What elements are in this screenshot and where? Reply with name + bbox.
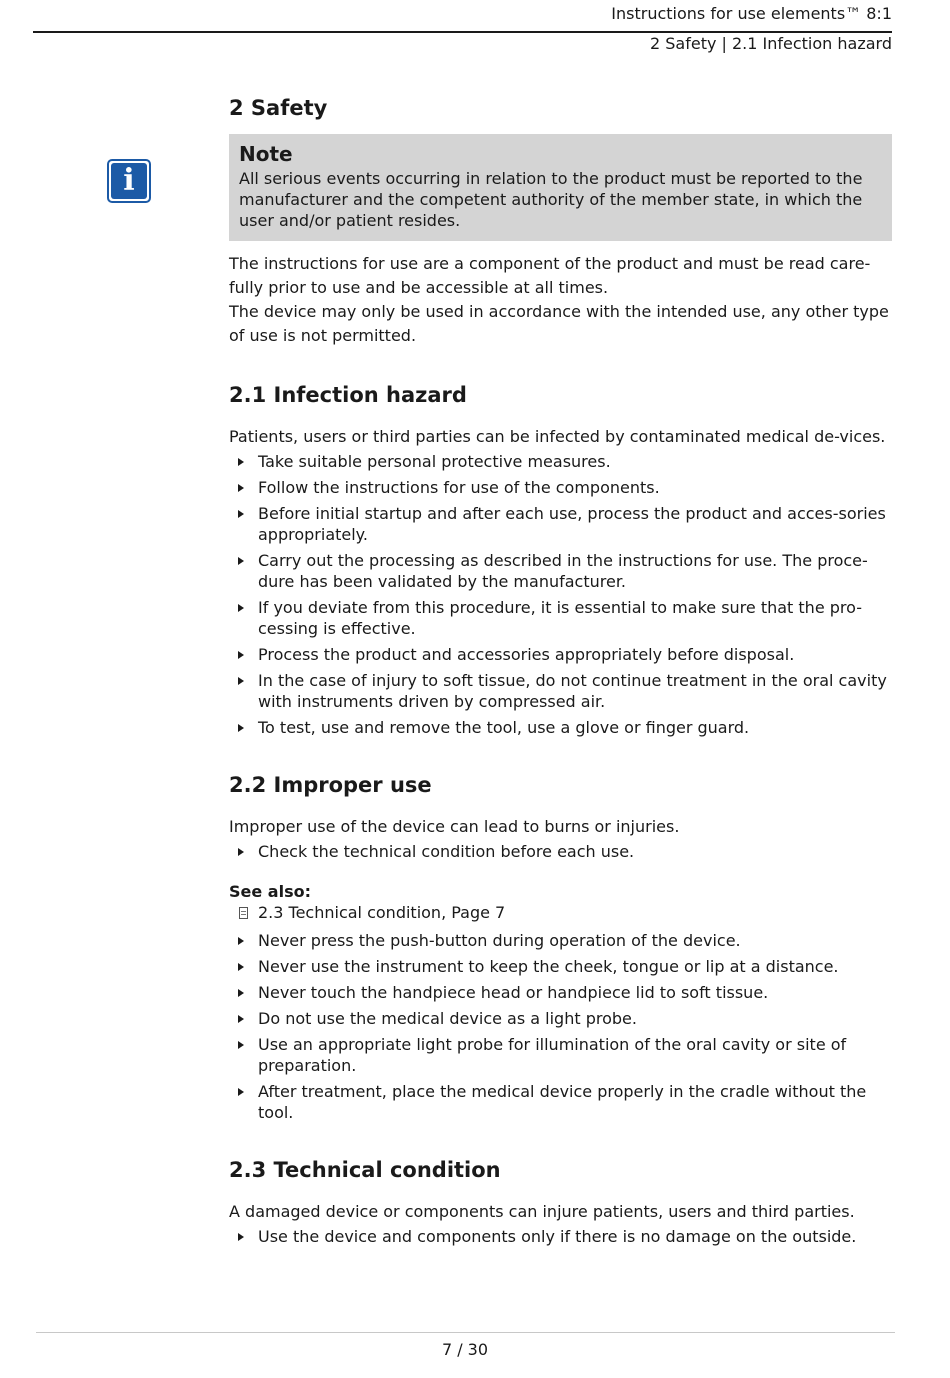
- list-item-text: Do not use the medical device as a light probe.: [258, 1009, 637, 1028]
- bullet-arrow-icon: [238, 724, 244, 732]
- bullet-arrow-icon: [238, 963, 244, 971]
- paragraph: The device may only be used in accordance with the intended use, any other type of use is not permitted.: [229, 302, 889, 345]
- list-item-text: If you deviate from this procedure, it is essential to make sure that the pro-cessing is effective.: [258, 598, 862, 638]
- paragraph: The instructions for use are a component of the product and must be read care-fully prior to use and be accessible at all times.: [229, 254, 871, 297]
- footer-divider: [36, 1332, 895, 1333]
- list-item-text: Use the device and components only if there is no damage on the outside.: [258, 1227, 857, 1246]
- info-icon-glyph: i: [111, 163, 147, 199]
- header-divider: [33, 31, 892, 33]
- bullet-list: [229, 930, 892, 1123]
- section-infection-hazard: [229, 381, 892, 738]
- section-heading-improper-use: 2.2 Improper use: [229, 773, 432, 797]
- list-item-text: After treatment, place the medical device properly in the cradle without the tool.: [258, 1082, 867, 1122]
- cross-reference-link[interactable]: [229, 902, 892, 924]
- section-technical-condition: [229, 1156, 892, 1247]
- document-icon: [239, 907, 248, 919]
- note-box: [229, 134, 892, 241]
- cross-reference-text[interactable]: 2.3 Technical condition, Page 7: [258, 903, 506, 922]
- section-heading-technical-condition: 2.3 Technical condition: [229, 1158, 501, 1182]
- paragraph: Patients, users or third parties can be infected by contaminated medical de-vices.: [229, 427, 886, 446]
- list-item-text: Process the product and accessories appropriately before disposal.: [258, 645, 795, 664]
- list-item-text: Take suitable personal protective measures.: [258, 452, 611, 471]
- bullet-arrow-icon: [238, 604, 244, 612]
- paragraph: Improper use of the device can lead to burns or injuries.: [229, 817, 680, 836]
- list-item: [229, 670, 892, 712]
- bullet-list: [229, 841, 892, 862]
- bullet-list: [229, 451, 892, 738]
- bullet-arrow-icon: [238, 510, 244, 518]
- info-icon: [107, 159, 151, 203]
- list-item-text: Never press the push-button during operation of the device.: [258, 931, 741, 950]
- page-content: [229, 94, 892, 1252]
- safety-intro: [229, 252, 892, 348]
- bullet-list: [229, 1226, 892, 1247]
- note-title: Note: [239, 142, 293, 166]
- list-item-text: Check the technical condition before each use.: [258, 842, 635, 861]
- note-text: All serious events occurring in relation to the product must be reported to the manufacturer and the competent authority of the member state, in which the user and/or patient resides.: [239, 169, 863, 230]
- page-number: 7 / 30: [441, 1340, 489, 1359]
- bullet-arrow-icon: [238, 651, 244, 659]
- list-item-text: Follow the instructions for use of the components.: [258, 478, 660, 497]
- bullet-arrow-icon: [238, 1233, 244, 1241]
- list-item: [229, 841, 892, 862]
- bullet-arrow-icon: [238, 1041, 244, 1049]
- list-item: [229, 451, 892, 472]
- bullet-arrow-icon: [238, 458, 244, 466]
- list-item-text: To test, use and remove the tool, use a glove or finger guard.: [258, 718, 750, 737]
- bullet-arrow-icon: [238, 557, 244, 565]
- bullet-arrow-icon: [238, 848, 244, 856]
- list-item-text: Carry out the processing as described in the instructions for use. The proce-dure has been validated by the manufacturer.: [258, 551, 868, 591]
- list-item: [229, 717, 892, 738]
- bullet-arrow-icon: [238, 1088, 244, 1096]
- see-also: [229, 882, 892, 924]
- section-improper-use: [229, 771, 892, 1123]
- list-item: [229, 956, 892, 977]
- see-also-label: See also:: [229, 882, 311, 901]
- bullet-arrow-icon: [238, 677, 244, 685]
- list-item: [229, 1008, 892, 1029]
- list-item: [229, 550, 892, 592]
- list-item: [229, 597, 892, 639]
- list-item-text: In the case of injury to soft tissue, do not continue treatment in the oral cavity with instruments driven by compressed air.: [258, 671, 887, 711]
- document-title: Instructions for use elements™ 8:1: [611, 4, 892, 23]
- list-item-text: Never use the instrument to keep the cheek, tongue or lip at a distance.: [258, 957, 839, 976]
- bullet-arrow-icon: [238, 484, 244, 492]
- list-item: [229, 930, 892, 951]
- paragraph: A damaged device or components can injure patients, users and third parties.: [229, 1202, 855, 1221]
- list-item-text: Use an appropriate light probe for illumination of the oral cavity or site of preparation.: [258, 1035, 847, 1075]
- list-item-text: Never touch the handpiece head or handpiece lid to soft tissue.: [258, 983, 769, 1002]
- list-item: [229, 1034, 892, 1076]
- bullet-arrow-icon: [238, 937, 244, 945]
- section-heading-infection-hazard: 2.1 Infection hazard: [229, 383, 467, 407]
- section-heading-safety: 2 Safety: [229, 96, 328, 120]
- list-item: [229, 644, 892, 665]
- bullet-arrow-icon: [238, 989, 244, 997]
- list-item: [229, 1226, 892, 1247]
- list-item: [229, 503, 892, 545]
- list-item: [229, 1081, 892, 1123]
- bullet-arrow-icon: [238, 1015, 244, 1023]
- list-item: [229, 982, 892, 1003]
- list-item: [229, 477, 892, 498]
- breadcrumb: 2 Safety | 2.1 Infection hazard: [649, 34, 892, 53]
- list-item-text: Before initial startup and after each use, process the product and acces-sories appropriately.: [258, 504, 886, 544]
